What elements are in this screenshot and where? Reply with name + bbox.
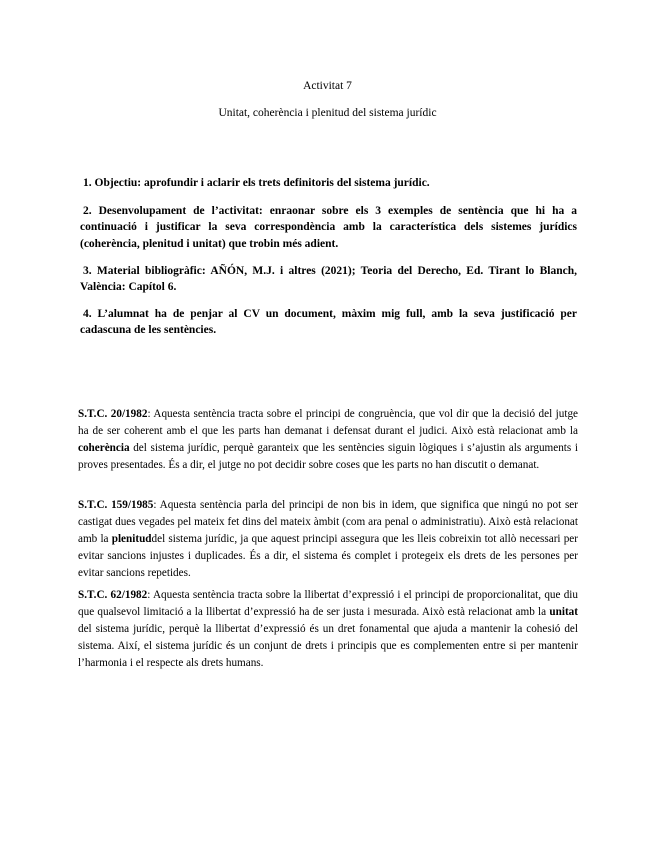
case-paragraph [78,497,578,582]
task-bibliography: 3. Material bibliogràfic: AÑÓN, M.J. i altres (2021); Teoria del Derecho, Ed. Tirant lo Blanch, València: Capítol 6. [80,264,577,293]
task-submission: 4. L’alumnat ha de penjar al CV un document, màxim mig full, amb la seva justificació per cadascuna de les sentències. [80,307,577,336]
case-keyword: coherència [78,442,130,455]
case-keyword: plenitud [111,533,152,546]
case-paragraph [78,587,578,672]
case-keyword: unitat [549,606,578,619]
case-text: : Aquesta sentència tracta sobre el principi de congruència, que vol dir que la decisió del jutge ha de ser coherent amb el que les parts han demanat i defensat durant el judici. Això està relacionat amb la [78,408,578,438]
case-paragraph [78,406,578,474]
case-text: del sistema jurídic, perquè garanteix que les sentències siguin lògiques i s’ajustin als arguments i proves presentades. És a dir, el jutge no pot decidir sobre coses que les parts no han discutit o demanat. [78,442,578,472]
case-text: del sistema jurídic, perquè la llibertat d’expressió és un dret fonamental que ajuda a mantenir la cohesió del sistema. Així, el sistema jurídic és un conjunt de drets i principis que es complementen entre si per mantenir l’harmonia i el respecte als drets humans. [78,623,578,670]
case-text: del sistema jurídic, ja que aquest principi assegura que les lleis cobreixin tot allò necessari per evitar sancions injustes i duplicades. És a dir, el sistema és complet i protegeix els drets de les persones per evitar sancions repetides. [78,533,579,580]
case-reference: S.T.C. 159/1985 [78,499,154,512]
case-text: : Aquesta sentència parla del principi de non bis in idem, que significa que ningú no pot ser castigat dues vegades pel mateix fet dins del mateix àmbit (com ara penal o administratiu). Això està relacionat amb la [78,499,578,546]
case-reference: S.T.C. 20/1982 [78,408,148,421]
task-objective: 1. Objectiu: aprofundir i aclarir els trets definitoris del sistema jurídic. [83,176,430,189]
case-text: : Aquesta sentència tracta sobre la llibertat d’expressió i el principi de proporcionalitat, que diu que qualsevol limitació a la llibertat d’expressió ha de ser justa i mesurada. Això està relacionat amb la [78,589,579,619]
document-subtitle: Unitat, coherència i plenitud del sistema jurídic [218,107,437,119]
task-development: 2. Desenvolupament de l’activitat: enraonar sobre els 3 exemples de sentència que hi ha a continuació i justificar la seva correspondència amb la característica dels sistemes jurídics (coherència, plenitud i unitat) que trobin més adient. [80,204,577,250]
case-reference: S.T.C. 62/1982 [78,589,148,602]
document-title: Activitat 7 [303,80,352,92]
